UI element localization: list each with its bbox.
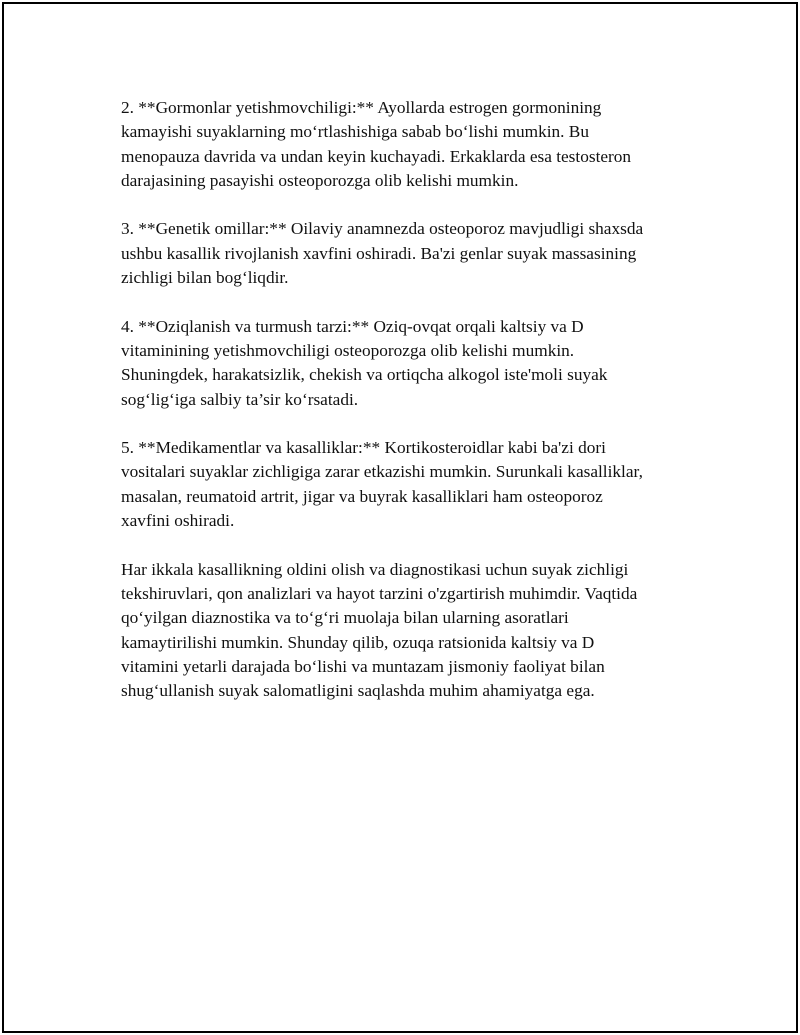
text-line: 5. **Medikamentlar va kasalliklar:** Kortikosteroidlar kabi ba'zi dori — [121, 438, 606, 458]
text-line: xavfini oshiradi. — [121, 511, 235, 531]
text-line: kamayishi suyaklarning mo‘rtlashishiga sabab bo‘lishi mumkin. Bu — [121, 122, 589, 142]
text-line: 4. **Oziqlanish va turmush tarzi:** Oziq-ovqat orqali kaltsiy va D — [121, 316, 584, 336]
text-line: tekshiruvlari, qon analizlari va hayot tarzini o'zgartirish muhimdir. Vaqtida — [121, 583, 638, 603]
paragraph-medications-diseases — [121, 436, 701, 533]
text-line: shug‘ullanish suyak salomatligini saqlashda muhim ahamiyatga ega. — [121, 681, 595, 701]
text-line: Shuningdek, harakatsizlik, chekish va ortiqcha alkogol iste'moli suyak — [121, 365, 608, 385]
text-line: vitamini yetarli darajada bo‘lishi va muntazam jismoniy faoliyat bilan — [121, 656, 605, 676]
text-line: vositalari suyaklar zichligiga zarar etkazishi mumkin. Surunkali kasalliklar, — [121, 462, 643, 482]
page-frame — [2, 2, 798, 1033]
text-line: menopauza davrida va undan keyin kuchayadi. Erkaklarda esa testosteron — [121, 146, 632, 166]
text-line: darajasining pasayishi osteoporozga olib kelishi mumkin. — [121, 170, 519, 190]
text-line: Har ikkala kasallikning oldini olish va diagnostikasi uchun suyak zichligi — [121, 559, 629, 579]
paragraph-prevention-summary — [121, 558, 701, 704]
document-body — [121, 96, 701, 728]
text-line: 3. **Genetik omillar:** Oilaviy anamnezda osteoporoz mavjudligi shaxsda — [121, 219, 644, 239]
text-line: masalan, reumatoid artrit, jigar va buyrak kasalliklari ham osteoporoz — [121, 486, 603, 506]
text-line: zichligi bilan bog‘liqdir. — [121, 268, 289, 288]
text-line: qo‘yilgan diaznostika va to‘g‘ri muolaja bilan ularning asoratlari — [121, 608, 569, 628]
text-line: vitaminining yetishmovchiligi osteoporozga olib kelishi mumkin. — [121, 340, 575, 360]
paragraph-nutrition-lifestyle — [121, 315, 701, 412]
text-line: kamaytirilishi mumkin. Shunday qilib, ozuqa ratsionida kaltsiy va D — [121, 632, 595, 652]
paragraph-genetic-factors — [121, 217, 701, 290]
text-line: ushbu kasallik rivojlanish xavfini oshiradi. Ba'zi genlar suyak massasining — [121, 243, 637, 263]
paragraph-hormone-deficiency — [121, 96, 701, 193]
text-line: 2. **Gormonlar yetishmovchiligi:** Ayollarda estrogen gormonining — [121, 98, 602, 117]
text-line: sog‘lig‘iga salbiy ta’sir ko‘rsatadi. — [121, 389, 359, 409]
